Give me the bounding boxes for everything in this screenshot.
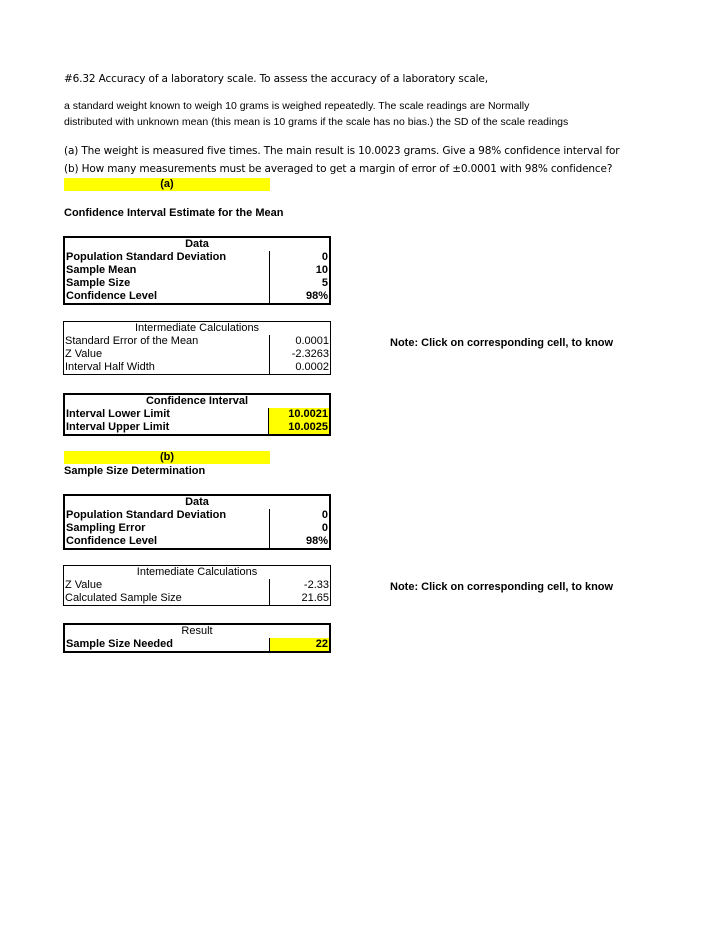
ci-calc-table <box>63 321 331 375</box>
table-header: Intermediate Calculations <box>134 322 260 334</box>
problem-line-2: a standard weight known to weigh 10 grams is weighed repeatedly. The scale readings are Normally <box>64 100 530 112</box>
row-label: Interval Upper Limit <box>66 421 170 433</box>
row-label: Confidence Level <box>66 535 158 547</box>
table-row[interactable] <box>64 579 331 592</box>
row-label: Standard Error of the Mean <box>65 335 199 347</box>
cell-value[interactable]: 0 <box>269 509 330 522</box>
cell-value[interactable]: 0.0002 <box>270 361 331 375</box>
row-label: Sample Mean <box>66 264 137 276</box>
table-row[interactable] <box>64 638 330 652</box>
table-row[interactable] <box>64 290 330 304</box>
lower-limit-value[interactable]: 10.0021 <box>269 408 330 421</box>
table-row[interactable] <box>64 535 330 549</box>
table-row[interactable] <box>64 264 330 277</box>
table-header: Confidence Interval <box>145 395 249 407</box>
ss-result-table <box>63 623 331 653</box>
row-label: Confidence Level <box>66 290 158 302</box>
section-b-label[interactable]: (b) <box>64 451 270 464</box>
table-row[interactable] <box>64 251 330 264</box>
table-row[interactable] <box>64 421 330 435</box>
table-row[interactable] <box>64 335 331 348</box>
problem-part-a: (a) The weight is measured five times. The main result is 10.0023 grams. Give a 98% confidence interval for <box>64 145 620 157</box>
calc-note-b: Note: Click on corresponding cell, to know <box>390 581 614 593</box>
upper-limit-value[interactable]: 10.0025 <box>269 421 330 435</box>
problem-line-3: distributed with unknown mean (this mean is 10 grams if the scale has no bias.) the SD of the scale readings <box>64 116 569 128</box>
row-label: Z Value <box>65 579 103 591</box>
ci-result-table <box>63 393 331 436</box>
ss-data-table <box>63 494 331 550</box>
table-header: Data <box>185 496 209 508</box>
row-label: Z Value <box>65 348 103 360</box>
table-row[interactable] <box>64 408 330 421</box>
section-b-title: Sample Size Determination <box>64 465 206 477</box>
cell-value[interactable]: -2.3263 <box>270 348 331 361</box>
row-label: Sample Size <box>66 277 131 289</box>
table-row[interactable] <box>64 361 331 375</box>
row-label: Sampling Error <box>66 522 146 534</box>
cell-value[interactable]: 98% <box>269 535 330 549</box>
row-label: Calculated Sample Size <box>65 592 182 604</box>
cell-value[interactable]: -2.33 <box>270 579 331 592</box>
cell-value[interactable]: 21.65 <box>270 592 331 606</box>
row-label: Interval Half Width <box>65 361 155 373</box>
ss-calc-table <box>63 565 331 606</box>
table-row[interactable] <box>64 277 330 290</box>
table-header: Result <box>181 625 213 637</box>
table-row[interactable] <box>64 522 330 535</box>
cell-value[interactable]: 0 <box>269 251 330 264</box>
table-row[interactable] <box>64 348 331 361</box>
row-label: Interval Lower Limit <box>66 408 170 420</box>
cell-value[interactable]: 98% <box>269 290 330 304</box>
cell-value[interactable]: 5 <box>269 277 330 290</box>
table-row[interactable] <box>64 592 331 606</box>
sample-size-needed-value[interactable]: 22 <box>269 638 330 652</box>
table-header: Intemediate Calculations <box>136 566 258 578</box>
row-label: Population Standard Deviation <box>66 509 227 521</box>
problem-line-1: #6.32 Accuracy of a laboratory scale. To assess the accuracy of a laboratory scale, <box>64 73 488 85</box>
cell-value[interactable]: 0.0001 <box>270 335 331 348</box>
ci-data-table <box>63 236 331 305</box>
problem-part-b: (b) How many measurements must be averaged to get a margin of error of ±0.0001 with 98% confidence? <box>64 163 613 175</box>
row-label: Population Standard Deviation <box>66 251 227 263</box>
row-label: Sample Size Needed <box>66 638 173 650</box>
table-row[interactable] <box>64 509 330 522</box>
cell-value[interactable]: 0 <box>269 522 330 535</box>
cell-value[interactable]: 10 <box>269 264 330 277</box>
section-a-label[interactable]: (a) <box>64 178 270 191</box>
table-header: Data <box>185 238 209 250</box>
calc-note-a: Note: Click on corresponding cell, to know <box>390 337 614 349</box>
section-a-title: Confidence Interval Estimate for the Mean <box>64 207 284 219</box>
